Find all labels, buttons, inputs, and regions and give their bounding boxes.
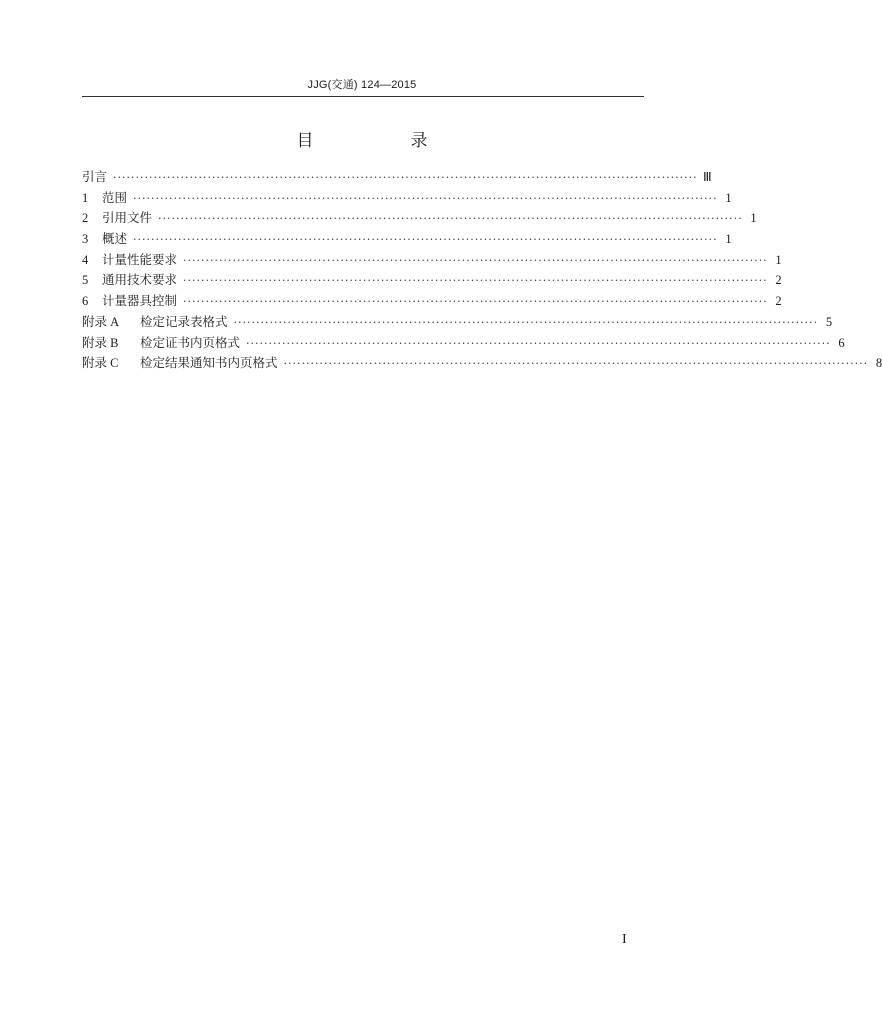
toc-entry-page: 1 [725,232,732,247]
toc-entry-label: 引言 [82,169,108,184]
running-header: JJG(交通) 124—2015 [307,79,417,91]
toc-entry-label: 引用文件 [102,210,153,226]
toc-entry-page: 8 [875,356,882,371]
toc-leader-dots: ·································································································································· [183,295,768,309]
toc-entry-page: 6 [838,335,845,350]
toc-entry-label: 检定证书内页格式 [140,334,241,350]
toc-entry-label: 范围 [102,189,128,205]
toc-entry-page: 2 [775,294,782,309]
toc-leader-dots: ·································································································································· [183,253,768,267]
toc-entry-label: 检定记录表格式 [140,313,228,329]
toc-entry-scope[interactable] [82,188,732,209]
toc-entry-instrument-control[interactable] [82,291,782,312]
toc-entry-page: 1 [750,211,757,226]
toc-entry-appendix-a[interactable] [82,312,833,333]
toc-leader-dots: ·································································································································· [133,233,718,247]
toc-entry-number: 6 [82,294,89,309]
toc-leader-dots: ·································································································································· [233,315,819,329]
toc-entry-number: 4 [82,252,89,267]
toc-entry-number: 附录 B [82,335,119,350]
toc-leader-dots: ·································································································································· [133,191,718,205]
toc-entry-label: 计量性能要求 [102,251,178,267]
toc-entry-page: 1 [725,190,732,205]
toc-entry-page: 1 [775,252,782,267]
toc-entry-label: 概述 [102,231,128,247]
toc-entry-appendix-c[interactable] [82,353,882,374]
toc-entry-number: 附录 C [82,356,119,371]
toc-entry-number: 2 [82,211,89,226]
toc-entry-page: 2 [775,273,782,288]
toc-entry-metrological-requirements[interactable] [82,250,782,271]
toc-entry-page: Ⅲ [702,170,712,184]
toc-entry-technical-requirements[interactable] [82,270,782,291]
toc-entry-number: 3 [82,232,89,247]
toc-leader-dots: ·································································································································· [183,274,768,288]
toc-entry-label: 计量器具控制 [102,293,178,309]
toc-entry-number: 附录 A [82,314,120,329]
table-of-contents [82,167,882,374]
page-number: I [622,932,627,947]
toc-entry-appendix-b[interactable] [82,333,845,354]
toc-entry-foreword[interactable] [82,167,712,188]
toc-entry-references[interactable] [82,208,757,229]
toc-leader-dots: ·································································································································· [283,357,869,371]
toc-entry-overview[interactable] [82,229,732,250]
toc-entry-label: 检定结果通知书内页格式 [140,355,278,371]
toc-leader-dots: ·································································································································· [158,212,743,226]
page-title: 目 录 [296,131,468,151]
toc-entry-number: 5 [82,273,89,288]
toc-entry-label: 通用技术要求 [102,272,178,288]
toc-entry-number: 1 [82,190,89,205]
toc-leader-dots: ·································································································································· [113,171,698,184]
toc-leader-dots: ·································································································································· [246,336,831,350]
toc-entry-page: 5 [825,314,833,329]
header-rule [82,96,644,97]
